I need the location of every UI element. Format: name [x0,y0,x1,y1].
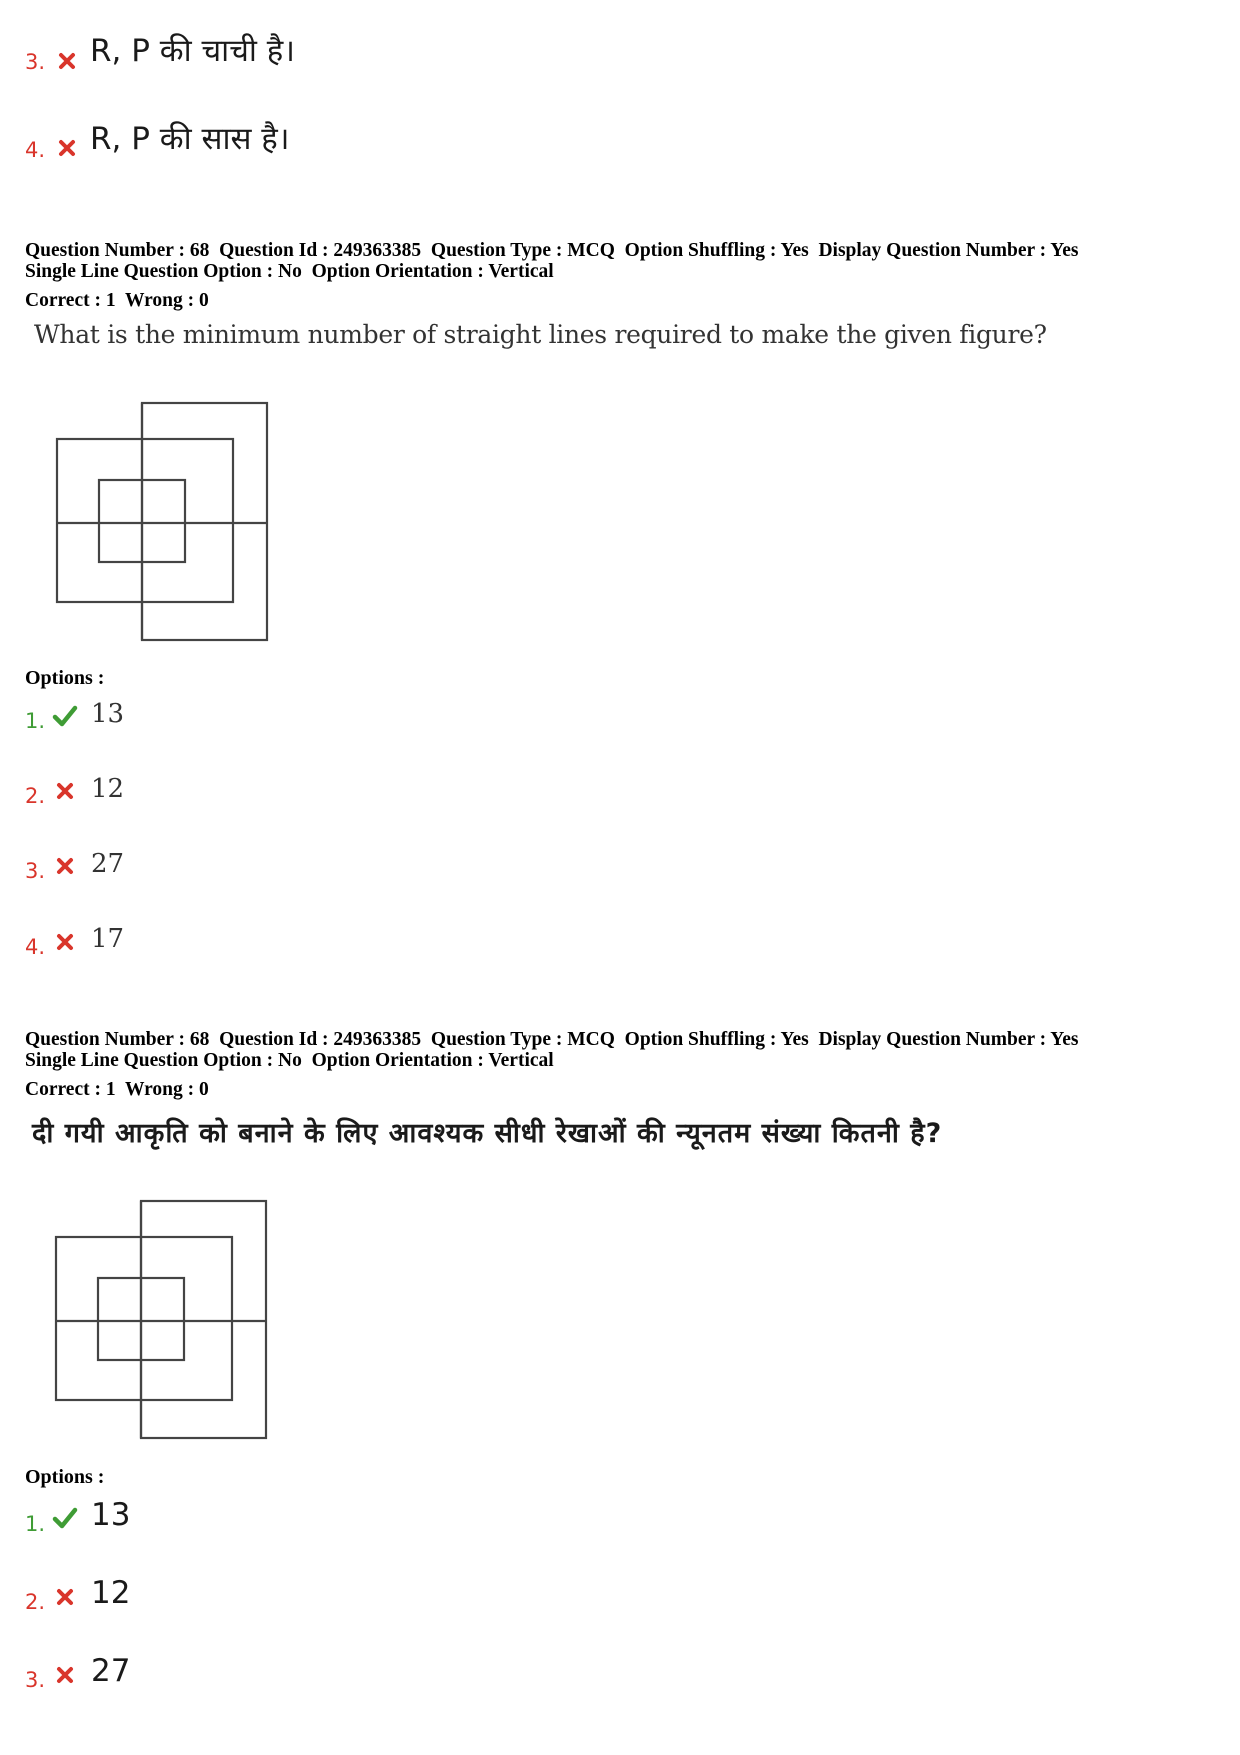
option-number: 3. [25,859,46,883]
option-text: 12 [91,1575,131,1611]
cross-icon [56,50,78,72]
question-text: What is the minimum number of straight lines required to make the given figure? [34,320,1047,349]
option-text: 13 [91,1497,131,1533]
cross-icon [54,1586,76,1608]
option-text: 17 [91,924,125,954]
option-text: 13 [91,699,125,729]
check-icon [52,1506,78,1530]
square-figure [49,1196,273,1442]
question-meta-line-1: Question Number : 68 Question Id : 249363385 Question Type : MCQ Option Shuffling : Yes Display Question Number : Yes [25,1029,1079,1050]
cross-icon [54,780,76,802]
option-text: 12 [91,774,125,804]
cross-icon [56,137,78,159]
marks-line: Correct : 1 Wrong : 0 [25,1079,209,1100]
question-text: दी गयी आकृति को बनाने के लिए आवश्यक सीधी रेखाओं की न्यूनतम संख्या कितनी है? [32,1118,943,1149]
option-text: R, P की सास है। [90,121,290,157]
question-meta-line-1: Question Number : 68 Question Id : 249363385 Question Type : MCQ Option Shuffling : Yes Display Question Number : Yes [25,240,1079,261]
option-number: 4. [25,935,46,959]
option-number: 1. [25,709,46,733]
cross-icon [54,931,76,953]
option-text: 27 [91,849,125,879]
question-meta-line-2: Single Line Question Option : No Option Orientation : Vertical [25,261,554,282]
square-figure [50,398,274,644]
option-number: 2. [25,1590,46,1614]
option-number: 2. [25,784,46,808]
option-number: 3. [25,50,46,74]
check-icon [52,704,78,728]
options-label: Options : [25,667,105,689]
cross-icon [54,1664,76,1686]
option-text: R, P की चाची है। [90,33,295,69]
marks-line: Correct : 1 Wrong : 0 [25,290,209,311]
outer-square [57,439,233,602]
option-number: 1. [25,1512,46,1536]
options-label: Options : [25,1466,105,1488]
outer-square [56,1237,232,1400]
option-text: 27 [91,1653,131,1689]
cross-icon [54,855,76,877]
option-number: 4. [25,138,46,162]
option-number: 3. [25,1668,46,1692]
question-meta-line-2: Single Line Question Option : No Option Orientation : Vertical [25,1050,554,1071]
